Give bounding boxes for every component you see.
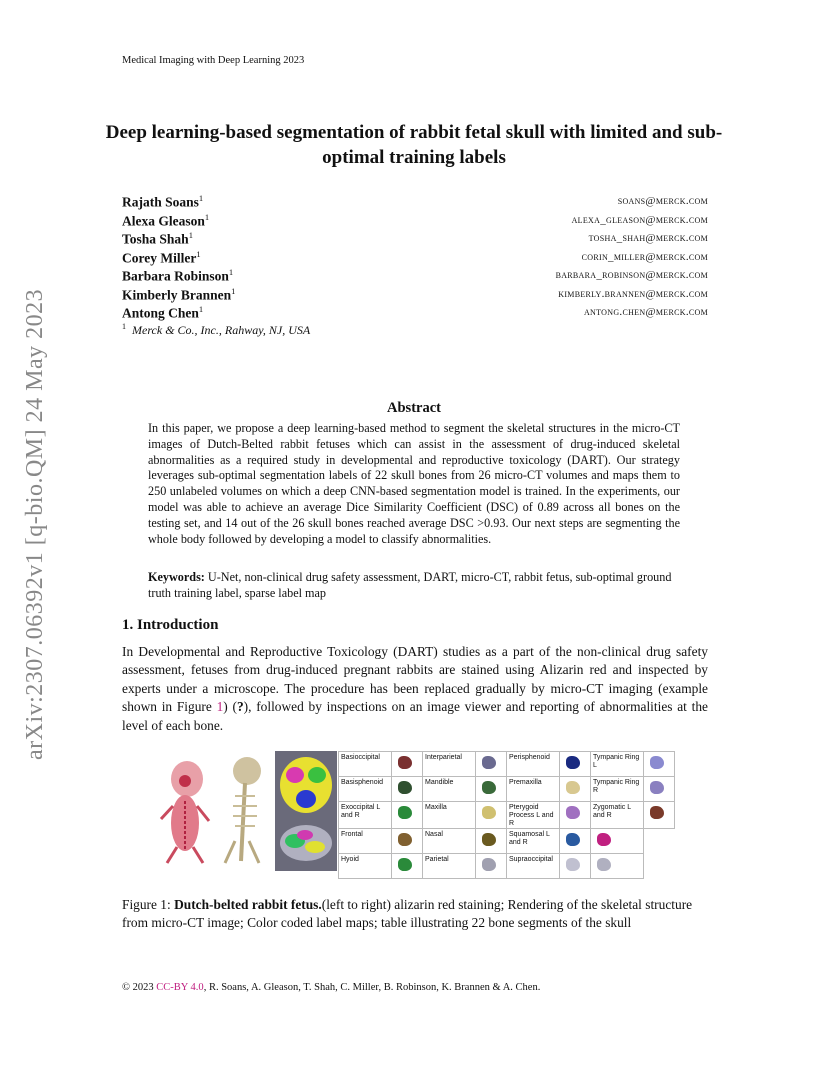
bone-thumbnail-icon	[560, 802, 591, 829]
micro-ct-rendering	[217, 751, 273, 871]
figure-images	[155, 751, 337, 871]
table-row	[339, 777, 675, 802]
author-email[interactable]: corin_miller@merck.com	[581, 250, 708, 263]
bone-shape	[482, 858, 496, 871]
bone-thumbnail-icon	[476, 777, 507, 802]
bone-shape	[597, 858, 611, 871]
bone-thumbnail-icon	[392, 752, 423, 777]
bone-thumbnail-icon	[591, 854, 644, 879]
bone-label: Basioccipital	[339, 752, 392, 777]
footer: © 2023 CC-BY 4.0, R. Soans, A. Gleason, T. Shah, C. Miller, B. Robinson, K. Brannen & A. Chen.	[122, 982, 541, 993]
bone-label: Tympanic Ring R	[591, 777, 644, 802]
affiliation: $^1$ Merck & Co., Inc., Rahway, NJ, USA	[122, 322, 311, 337]
author-name: Tosha Shah$^1$	[122, 230, 193, 247]
author-row	[122, 212, 708, 231]
abstract-heading: Abstract	[387, 400, 441, 416]
author-list	[122, 193, 708, 323]
author-row	[122, 249, 708, 268]
bone-label: Interparietal	[423, 752, 476, 777]
author-row	[122, 230, 708, 249]
author-row	[122, 304, 708, 323]
bone-shape	[566, 756, 580, 769]
bone-thumbnail-icon	[476, 854, 507, 879]
bone-shape	[398, 806, 412, 819]
bone-label: Perisphenoid	[507, 752, 560, 777]
label-map-images	[275, 751, 337, 871]
author-email[interactable]: tosha_shah@merck.com	[588, 232, 708, 244]
bone-label: Basisphenoid	[339, 777, 392, 802]
author-name: Kimberly Brannen$^1$	[122, 285, 236, 302]
bone-thumbnail-icon	[476, 802, 507, 829]
section-heading-introduction: 1. Introduction	[122, 617, 219, 633]
author-name: Alexa Gleason$^1$	[122, 211, 210, 228]
bone-shape	[482, 756, 496, 769]
bone-shape	[398, 858, 412, 871]
bone-label: Frontal	[339, 829, 392, 854]
bone-shape	[482, 833, 496, 846]
table-row	[339, 829, 675, 854]
bone-thumbnail-icon	[644, 777, 675, 802]
bone-thumbnail-icon	[560, 752, 591, 777]
bone-segments-table	[338, 751, 675, 879]
author-email[interactable]: kimberly.brannen@merck.com	[558, 287, 708, 300]
bone-shape	[650, 781, 664, 794]
bone-shape	[398, 756, 412, 769]
bone-shape	[566, 833, 580, 846]
running-header: Medical Imaging with Deep Learning 2023	[122, 55, 305, 66]
author-row	[122, 193, 708, 212]
figure-caption: Figure 1: Dutch-belted rabbit fetus.(left to right) alizarin red staining; Rendering of the skeletal structure from micro-CT image; Color coded label maps; table illustrating 22 bone segments of the skull	[122, 897, 693, 931]
author-email[interactable]: antong.chen@merck.com	[583, 306, 708, 318]
bone-shape	[597, 833, 611, 846]
bone-label: Nasal	[423, 829, 476, 854]
bone-shape	[566, 806, 580, 819]
citation-ref[interactable]: ?	[236, 699, 244, 715]
table-row	[339, 752, 675, 777]
bone-label: Hyoid	[339, 854, 392, 879]
author-email[interactable]: alexa_gleason@merck.com	[571, 213, 708, 226]
bone-label: Mandible	[423, 777, 476, 802]
alizarin-red-image	[155, 751, 215, 871]
author-row	[122, 286, 708, 305]
bone-label: Squamosal L and R	[507, 829, 560, 854]
bone-shape	[566, 781, 580, 794]
bone-thumbnail-icon	[476, 752, 507, 777]
bone-thumbnail-icon	[560, 777, 591, 802]
bone-thumbnail-icon	[560, 829, 591, 854]
introduction-paragraph: In Developmental and Reproductive Toxicology (DART) studies as a part of the non-clinical drug safety assessment, fetuses from drug-induced pregnant rabbits are stained using Alizarin red and inspected by experts under a microscope. The procedure has been replaced gradually by micro-CT imaging (example shown in Figure 1) (?), followed by inspections on an image viewer and reporting of abnormalities at the level of each bone.	[122, 644, 708, 733]
bone-thumbnail-icon	[644, 802, 675, 829]
author-row	[122, 267, 708, 286]
author-name: Antong Chen$^1$	[122, 304, 204, 321]
bone-shape	[482, 781, 496, 794]
author-name: Corey Miller$^1$	[122, 248, 201, 265]
bone-label: Exoccipital L and R	[339, 802, 392, 829]
keywords: Keywords: U-Net, non-clinical drug safety assessment, DART, micro-CT, rabbit fetus, sub-optimal ground truth training label, sparse label map	[148, 570, 672, 600]
author-name: Rajath Soans$^1$	[122, 193, 204, 210]
bone-label: Parietal	[423, 854, 476, 879]
bone-label: Tympanic Ring L	[591, 752, 644, 777]
table-row	[339, 802, 675, 829]
bone-thumbnail-icon	[392, 802, 423, 829]
bone-shape	[650, 756, 664, 769]
author-email[interactable]: soans@merck.com	[617, 195, 708, 207]
bone-label: Supraoccipital	[507, 854, 560, 879]
paper-title: Deep learning-based segmentation of rabbit fetal skull with limited and sub-optimal training labels	[105, 122, 723, 168]
bone-thumbnail-icon	[392, 777, 423, 802]
bone-label: Maxilla	[423, 802, 476, 829]
author-name: Barbara Robinson$^1$	[122, 267, 234, 284]
bone-thumbnail-icon	[644, 752, 675, 777]
table-row	[339, 854, 675, 879]
arxiv-identifier[interactable]: arXiv:2307.06392v1 [q-bio.QM] 24 May 2023	[22, 288, 48, 760]
bone-thumbnail-icon	[591, 829, 644, 854]
author-email[interactable]: barbara_robinson@merck.com	[555, 269, 708, 281]
bone-label: Zygomatic L and R	[591, 802, 644, 829]
bone-shape	[398, 781, 412, 794]
bone-label: Premaxilla	[507, 777, 560, 802]
figure-link[interactable]: 1	[216, 699, 224, 715]
abstract-text: In this paper, we propose a deep learning-based method to segment the skeletal structures in the micro-CT images of Dutch-Belted rabbit fetuses which can assist in the assessment of drug-induced skeletal abnormalities as a required study in developmental and reproductive toxicology (DART). Our strategy leverages sub-optimal segmentation labels of 22 skull bones from 26 micro-CT volumes and maps them to 250 unlabeled volumes on which a deep CNN-based segmentation model is trained. In the experiments, our model was able to achieve an average Dice Similarity Coefficient (DSC) of 0.89 across all bones on the testing set, and 14 out of the 26 skull bones reached average DSC >0.93. Our next steps are segmenting the whole body followed by developing a model to classify abnormalities.	[148, 421, 680, 546]
bone-thumbnail-icon	[560, 854, 591, 879]
bone-shape	[566, 858, 580, 871]
bone-shape	[398, 833, 412, 846]
bone-shape	[482, 806, 496, 819]
bone-thumbnail-icon	[392, 854, 423, 879]
bone-label: Pterygoid Process L and R	[507, 802, 560, 829]
bone-shape	[650, 806, 664, 819]
license-link[interactable]: CC-BY 4.0	[156, 982, 204, 993]
bone-thumbnail-icon	[476, 829, 507, 854]
bone-thumbnail-icon	[392, 829, 423, 854]
figure-1	[155, 751, 675, 873]
